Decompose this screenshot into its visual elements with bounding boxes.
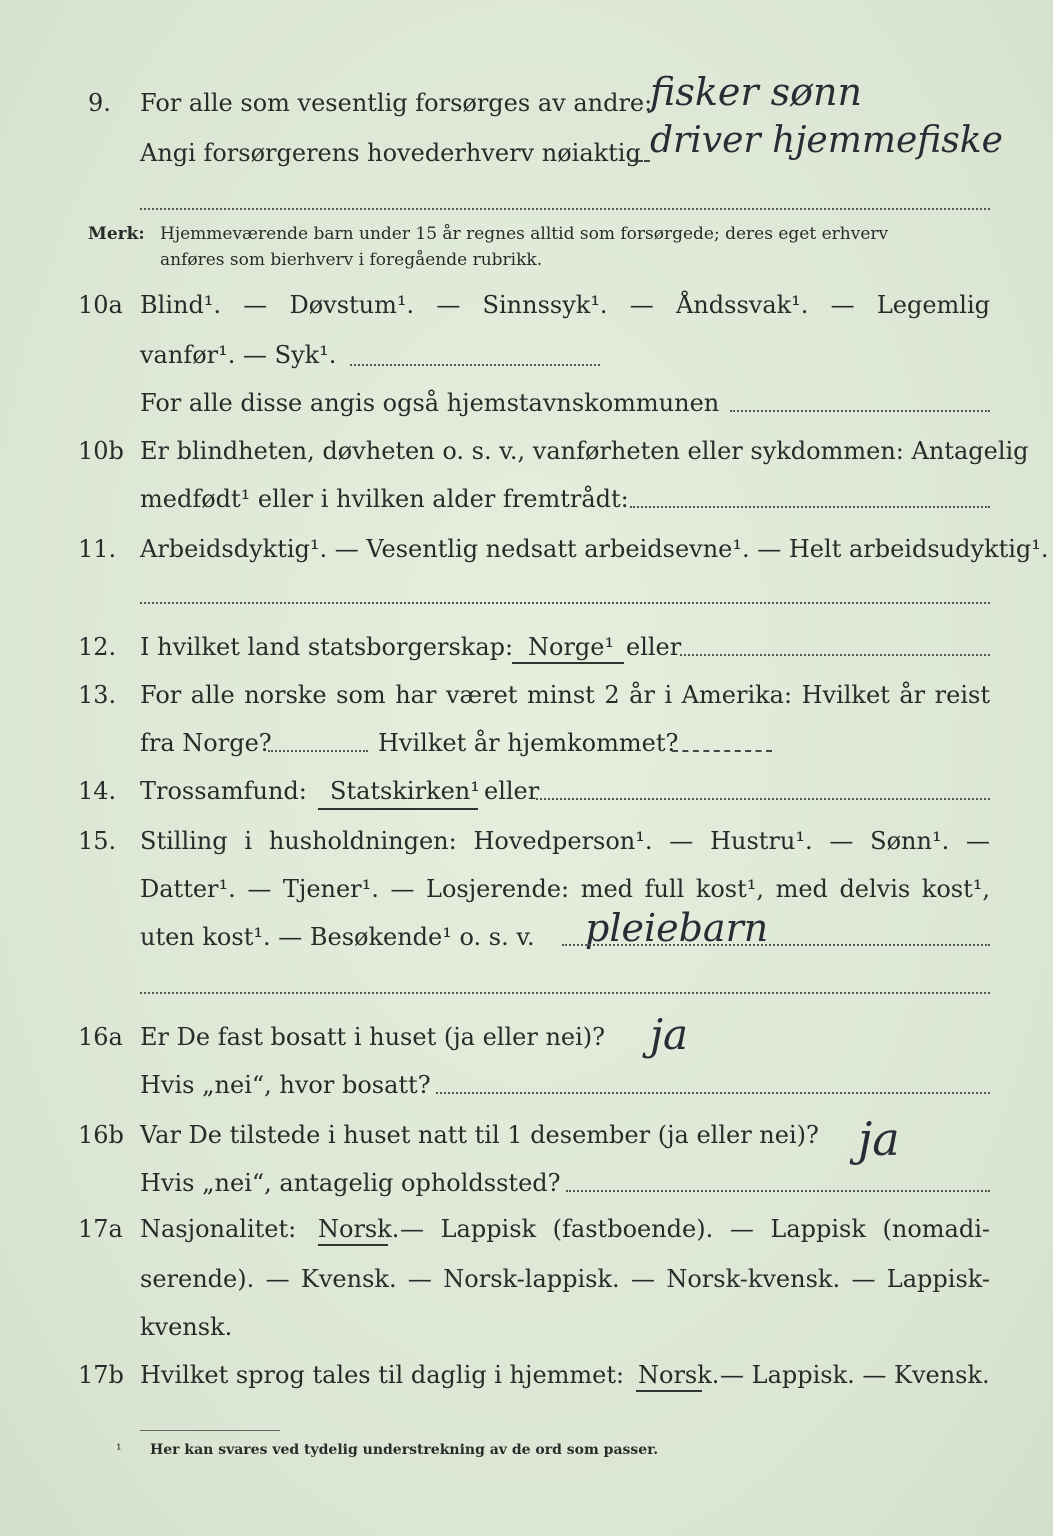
question-13-hjemkommet-line	[672, 750, 772, 752]
question-10a-line1: Blind¹. — Døvstum¹. — Sinnssyk¹. — Åndssvak¹. — Legemlig	[140, 291, 990, 319]
question-10a-line2: vanfør¹. — Syk¹.	[140, 341, 337, 369]
question-15-line2: Datter¹. — Tjener¹. — Losjerende: med full kost¹, med delvis kost¹,	[140, 875, 990, 903]
question-15-answer-line	[562, 944, 990, 946]
question-14-statskirken: Statskirken¹	[330, 777, 480, 805]
question-16a-answer-line	[436, 1092, 990, 1094]
question-10a-line3: For alle disse angis også hjemstavnskommunen	[140, 389, 720, 417]
question-9-number: 9.	[88, 89, 111, 117]
question-17a-line3: kvensk.	[140, 1313, 233, 1341]
question-10b-line2: medfødt¹ eller i hvilken alder fremtrådt:	[140, 485, 629, 513]
question-17a-line1rest: — Lappisk (fastboende). — Lappisk (nomadi-	[400, 1215, 990, 1243]
question-10a-syk-line	[350, 364, 600, 366]
question-9-line2: Angi forsørgerens hovederhverv nøiaktig	[140, 139, 641, 167]
question-16b-line1: Var De tilstede i huset natt til 1 desember (ja eller nei)?	[140, 1121, 819, 1149]
question-16a-line1: Er De fast bosatt i huset (ja eller nei)?	[140, 1023, 606, 1051]
question-13-line2a: fra Norge?	[140, 729, 272, 757]
question-16a-number: 16a	[78, 1023, 123, 1051]
question-12-answer-line	[680, 654, 990, 656]
question-14-statskirken-underline	[318, 808, 478, 810]
question-11-line1: Arbeidsdyktig¹. — Vesentlig nedsatt arbeidsevne¹. — Helt arbeidsudyktig¹.	[140, 535, 1049, 563]
question-16a-answer: ja	[650, 1010, 689, 1059]
question-14-answer-line	[536, 798, 990, 800]
question-13-number: 13.	[78, 681, 117, 709]
question-17b-norsk: Norsk.	[638, 1361, 720, 1389]
question-15-answer: pleiebarn	[585, 906, 769, 950]
footnote-rule	[140, 1430, 280, 1431]
question-13-line1: For alle norske som har været minst 2 år i Amerika: Hvilket år reist	[140, 681, 990, 709]
question-16b-number: 16b	[78, 1121, 124, 1149]
question-16a-line2: Hvis „nei“, hvor bosatt?	[140, 1071, 431, 1099]
footnote-mark: ¹	[116, 1442, 122, 1458]
question-14-eller: eller	[484, 777, 540, 805]
question-17b-norsk-underline	[636, 1390, 702, 1392]
question-10a-kommune-line	[730, 410, 990, 412]
question-9-line1: For alle som vesentlig forsørges av andre:	[140, 89, 653, 117]
question-15-answer-line2	[140, 992, 990, 994]
question-13-line2b: Hvilket år hjemkommet?	[378, 729, 679, 757]
question-9-dash	[630, 160, 650, 162]
question-16b-answer-line	[566, 1190, 990, 1192]
merk-label: Merk:	[88, 224, 145, 244]
question-15-line3: uten kost¹. — Besøkende¹ o. s. v.	[140, 923, 535, 951]
question-17a-norsk: Norsk.	[318, 1215, 400, 1243]
question-10b-number: 10b	[78, 437, 124, 465]
question-12-norge-underline	[512, 662, 624, 664]
question-10b-answer-line	[630, 506, 990, 508]
merk-line1: Hjemmeværende barn under 15 år regnes alltid som forsørgede; deres eget erhverv	[160, 224, 889, 244]
question-15-number: 15.	[78, 827, 117, 855]
question-10b-line1: Er blindheten, døvheten o. s. v., vanførheten eller sykdommen: Antagelig	[140, 437, 1029, 465]
question-17a-line2: serende). — Kvensk. — Norsk-lappisk. — Norsk-kvensk. — Lappisk-	[140, 1265, 990, 1293]
question-12-line1: I hvilket land statsborgerskap:	[140, 633, 514, 661]
question-17b-number: 17b	[78, 1361, 124, 1389]
question-11-number: 11.	[78, 535, 117, 563]
question-12-eller: eller	[626, 633, 682, 661]
question-17a-number: 17a	[78, 1215, 123, 1243]
question-9-answer1: fisker sønn	[650, 70, 862, 114]
question-12-number: 12.	[78, 633, 117, 661]
merk-line2: anføres som bierhverv i foregående rubrikk.	[160, 250, 543, 270]
question-16b-line2: Hvis „nei“, antagelig opholdssted?	[140, 1169, 561, 1197]
question-14-label: Trossamfund:	[140, 777, 307, 805]
question-11-answer-line	[140, 602, 990, 604]
question-16b-answer: ja	[858, 1112, 900, 1166]
question-17b-rest: — Lappisk. — Kvensk.	[720, 1361, 990, 1389]
question-9-answer2: driver hjemmefiske	[650, 120, 1003, 161]
question-12-norge: Norge¹	[528, 633, 615, 661]
footnote-text: Her kan svares ved tydelig understrekning av de ord som passer.	[150, 1442, 659, 1458]
question-9-answer-line	[140, 208, 990, 210]
question-17b-label: Hvilket sprog tales til daglig i hjemmet:	[140, 1361, 625, 1389]
question-13-reist-line	[268, 750, 368, 752]
question-17a-label: Nasjonalitet:	[140, 1215, 297, 1243]
question-10a-number: 10a	[78, 291, 123, 319]
question-17a-norsk-underline	[318, 1244, 388, 1246]
question-14-number: 14.	[78, 777, 117, 805]
question-15-line1: Stilling i husholdningen: Hovedperson¹. — Hustru¹. — Sønn¹. —	[140, 827, 990, 855]
